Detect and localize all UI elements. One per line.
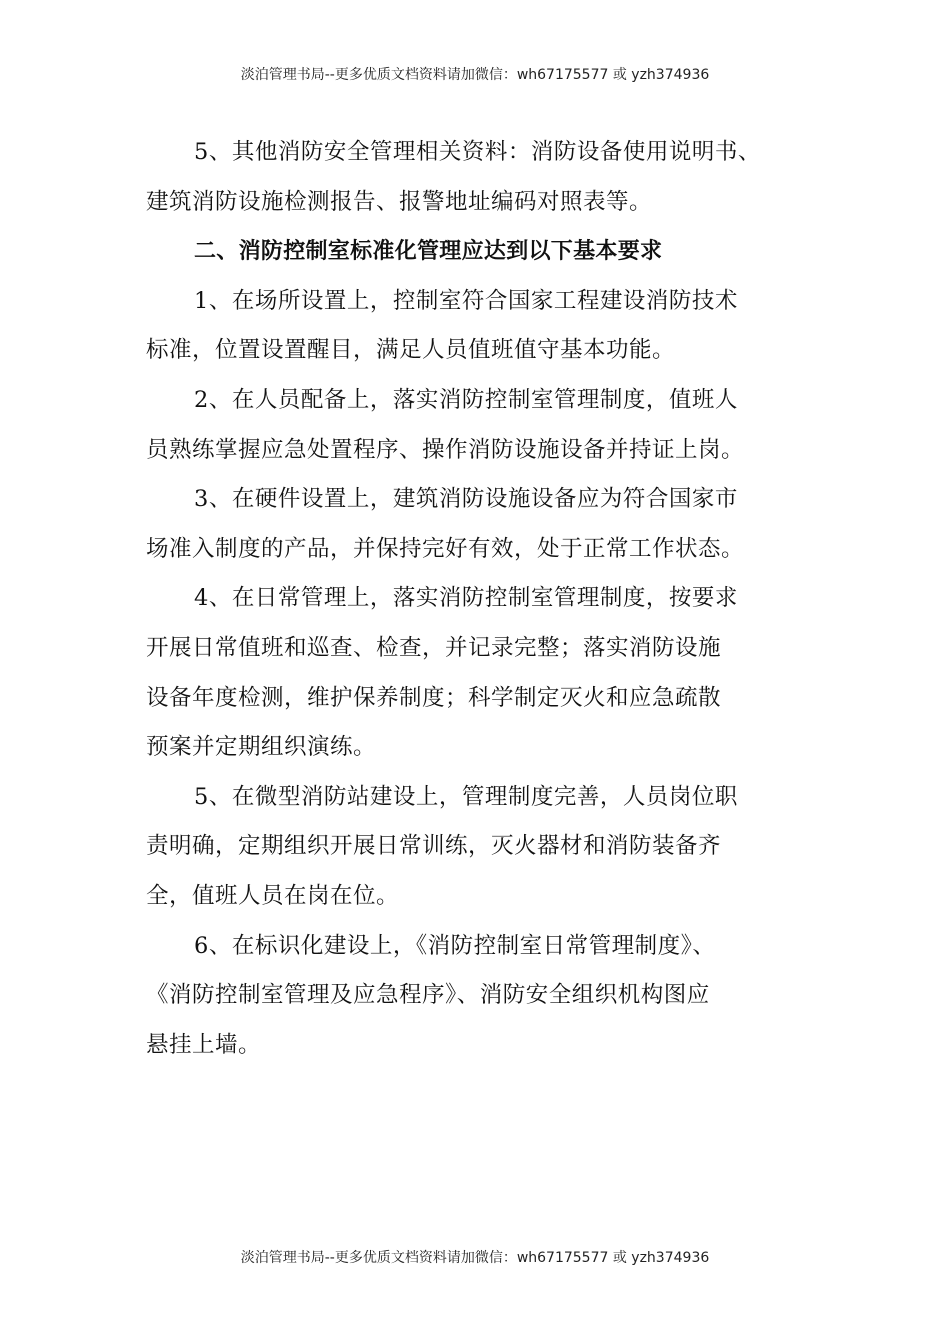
requirement-5-line-3: 全，值班人员在岗在位。 xyxy=(146,882,400,909)
section-heading-2: 二、消防控制室标准化管理应达到以下基本要求 xyxy=(194,239,663,265)
requirement-5-line-2: 责明确，定期组织开展日常训练，灭火器材和消防装备齐 xyxy=(146,833,722,860)
item-5-other-materials-line-1: 5、其他消防安全管理相关资料：消防设备使用说明书、 xyxy=(194,139,761,165)
requirement-3-line-1: 3、在硬件设置上，建筑消防设施设备应为符合国家市 xyxy=(194,486,738,513)
requirement-2-line-2: 员熟练掌握应急处置程序、操作消防设施设备并持证上岗。 xyxy=(146,436,745,463)
requirement-3-line-2: 场准入制度的产品，并保持完好有效，处于正常工作状态。 xyxy=(146,535,745,562)
requirement-1-line-1: 1、在场所设置上，控制室符合国家工程建设消防技术 xyxy=(194,287,738,314)
header-watermark-note: 淡泊管理书局--更多优质文档资料请加微信：wh67175577 或 yzh374936 xyxy=(240,67,710,83)
requirement-4-line-1: 4、在日常管理上，落实消防控制室管理制度，按要求 xyxy=(194,585,738,612)
requirement-6-line-2: 《消防控制室管理及应急程序》、消防安全组织机构图应 xyxy=(146,982,710,1009)
requirement-6-line-3: 悬挂上墙。 xyxy=(146,1031,262,1058)
footer-watermark-note: 淡泊管理书局--更多优质文档资料请加微信：wh67175577 或 yzh374936 xyxy=(240,1250,710,1266)
item-5-other-materials-line-2: 建筑消防设施检测报告、报警地址编码对照表等。 xyxy=(146,188,653,215)
requirement-5-line-1: 5、在微型消防站建设上，管理制度完善，人员岗位职 xyxy=(194,783,738,810)
requirement-6-line-1: 6、在标识化建设上，《消防控制室日常管理制度》、 xyxy=(194,932,716,959)
requirement-2-line-1: 2、在人员配备上，落实消防控制室管理制度，值班人 xyxy=(194,386,738,413)
requirement-4-line-4: 预案并定期组织演练。 xyxy=(146,734,377,761)
requirement-1-line-2: 标准，位置设置醒目，满足人员值班值守基本功能。 xyxy=(146,337,676,364)
requirement-4-line-3: 设备年度检测，维护保养制度；科学制定灭火和应急疏散 xyxy=(146,684,722,711)
requirement-4-line-2: 开展日常值班和巡查、检查，并记录完整；落实消防设施 xyxy=(146,634,722,661)
document-body xyxy=(146,128,806,1070)
